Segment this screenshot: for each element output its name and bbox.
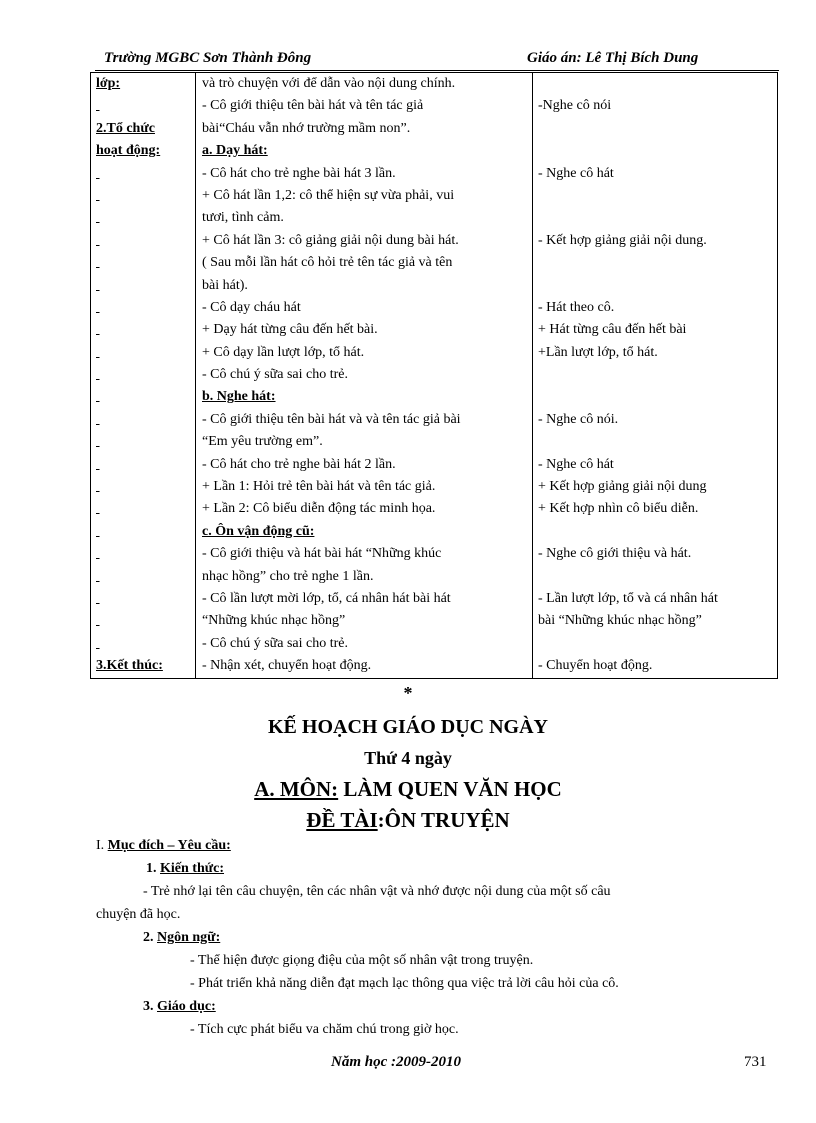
col2-line: - Cô chú ý sữa sai cho trẻ. — [202, 635, 348, 651]
col3-line — [533, 566, 777, 588]
col3-line — [533, 118, 777, 140]
subsection-language — [143, 930, 220, 946]
section-1-heading — [96, 838, 231, 854]
col1-line — [91, 364, 195, 386]
col3-line: - Nghe cô hát — [538, 165, 614, 181]
col1-line — [91, 342, 195, 364]
col2-line: - Cô giới thiệu tên bài hát và tên tác giả — [202, 98, 424, 114]
col2-line: + Lần 2: Cô biểu diễn động tác minh họa. — [202, 501, 436, 517]
col3-line: + Hát từng câu đến hết bài — [538, 322, 687, 338]
col3-line — [533, 633, 777, 655]
knowledge-line-2: chuyện đã học. — [96, 907, 181, 922]
col2-line: + Cô dạy lần lượt lớp, tổ hát. — [202, 344, 365, 360]
col1-line — [91, 633, 195, 655]
col1-line — [91, 498, 195, 520]
subsection-language-number: 2. — [143, 930, 157, 945]
col2-line: b. Nghe hát: — [202, 389, 276, 405]
table-row — [91, 73, 778, 679]
lesson-plan-table — [90, 72, 778, 679]
col3-line — [533, 207, 777, 229]
section-1-title: Mục đích – Yêu cầu: — [107, 838, 231, 853]
col1-line — [91, 521, 195, 543]
language-line-1: - Thể hiện được giọng điệu của một số nhân vật trong truyện. — [190, 953, 534, 968]
topic-line — [0, 808, 816, 833]
column-child-activity — [533, 73, 778, 679]
col1-line: lớp: — [96, 76, 121, 91]
col3-line — [533, 521, 777, 543]
col3-line: - Lần lượt lớp, tổ và cá nhân hát — [538, 590, 718, 606]
separator-star: * — [403, 683, 413, 703]
col1-line — [91, 319, 195, 341]
subsection-education — [143, 999, 216, 1015]
col3-line — [533, 252, 777, 274]
header-school: Trường MGBC Sơn Thành Đông — [104, 50, 312, 66]
col3-line: +Lần lượt lớp, tổ hát. — [538, 344, 658, 360]
col2-line: - Nhận xét, chuyển hoạt động. — [202, 658, 372, 674]
col2-line: - Cô chú ý sữa sai cho trẻ. — [202, 367, 348, 383]
col1-line: 2.Tổ chức — [96, 120, 155, 136]
col1-line — [91, 588, 195, 610]
col1-line: hoạt động: — [96, 143, 161, 159]
col2-line: - Cô hát cho trẻ nghe bài hát 2 lần. — [202, 456, 396, 472]
page-title: KẾ HOẠCH GIÁO DỤC NGÀY — [267, 716, 548, 738]
col1-line — [91, 386, 195, 408]
col2-line: - Cô lần lượt mời lớp, tổ, cá nhân hát bài hát — [202, 590, 451, 606]
col2-line: + Cô hát lần 1,2: cô thể hiện sự vừa phải, vui — [202, 187, 455, 203]
col1-line — [91, 252, 195, 274]
col3-line: + Kết hợp giảng giải nội dung — [538, 479, 707, 495]
col2-line: + Cô hát lần 3: cô giảng giải nội dung bài hát. — [202, 232, 459, 248]
col1-line — [91, 543, 195, 565]
col2-line: và trò chuyện với để dẫn vào nội dung chính. — [202, 76, 456, 91]
page-number: 731 — [744, 1054, 767, 1070]
col1-line — [91, 297, 195, 319]
col3-line: - Nghe cô nói. — [538, 411, 619, 427]
col2-line: - Cô giới thiệu và hát bài hát “Những khúc — [202, 546, 442, 562]
col2-line: bài hát). — [202, 277, 248, 293]
knowledge-line-1: - Trẻ nhớ lại tên câu chuyện, tên các nhân vật và nhớ được nội dung của một số câu — [143, 884, 611, 899]
col1-line: 3.Kết thúc: — [96, 658, 163, 674]
col2-line: “Em yêu trường em”. — [202, 434, 323, 450]
col2-line: tươi, tình cảm. — [202, 210, 284, 226]
col1-line — [91, 409, 195, 431]
col2-line: + Dạy hát từng câu đến hết bài. — [202, 322, 378, 338]
col3-line: - Nghe cô hát — [538, 456, 614, 472]
section-1-prefix: I. — [96, 838, 108, 853]
column-teacher-activity — [196, 73, 533, 679]
subsection-language-title: Ngôn ngữ: — [157, 930, 221, 945]
col1-line — [91, 163, 195, 185]
subject-label: A. MÔN: — [254, 777, 339, 801]
col2-line: c. Ôn vận động cũ: — [202, 523, 315, 539]
col1-line — [91, 566, 195, 588]
col2-line: nhạc hồng” cho trẻ nghe 1 lần. — [202, 568, 374, 584]
col3-line: - Kết hợp giảng giải nội dung. — [538, 232, 707, 248]
col3-line: -Nghe cô nói — [538, 98, 612, 114]
col2-line: “Những khúc nhạc hồng” — [202, 613, 346, 629]
col3-line — [533, 73, 777, 95]
subsection-knowledge-number: 1. — [146, 861, 160, 876]
subsection-education-number: 3. — [143, 999, 157, 1014]
topic-value: :ÔN TRUYỆN — [377, 808, 510, 832]
subsection-education-title: Giáo dục: — [157, 999, 216, 1014]
col2-line: - Cô giới thiệu tên bài hát và và tên tác giả bài — [202, 411, 461, 427]
education-line-1: - Tích cực phát biểu va chăm chú trong giờ học. — [190, 1022, 459, 1037]
col1-line — [91, 454, 195, 476]
header-divider — [95, 70, 779, 71]
subject-line — [0, 777, 816, 802]
col3-line — [533, 140, 777, 162]
col3-line — [533, 364, 777, 386]
col2-line: a. Dạy hát: — [202, 143, 268, 159]
col1-line — [91, 275, 195, 297]
col2-line: - Cô hát cho trẻ nghe bài hát 3 lần. — [202, 165, 396, 181]
subject-value: LÀM QUEN VĂN HỌC — [338, 777, 562, 801]
col3-line: - Nghe cô giới thiệu và hát. — [538, 546, 692, 562]
col2-line: - Cô dạy cháu hát — [202, 299, 301, 315]
col1-line — [91, 230, 195, 252]
subsection-knowledge — [146, 861, 224, 877]
col3-line: - Chuyển hoạt động. — [538, 658, 653, 674]
col3-line — [533, 275, 777, 297]
col1-line — [91, 207, 195, 229]
col2-line: bài“Cháu vẫn nhớ trường mầm non”. — [202, 120, 411, 136]
school-year: Năm học :2009-2010 — [331, 1054, 461, 1070]
col3-line: + Kết hợp nhìn cô biểu diễn. — [538, 501, 699, 517]
col1-line — [91, 610, 195, 632]
col2-line: + Lần 1: Hỏi trẻ tên bài hát và tên tác giả. — [202, 479, 436, 495]
col2-line: ( Sau mỗi lần hát cô hỏi trẻ tên tác giả và tên — [202, 255, 453, 271]
col3-line — [533, 386, 777, 408]
topic-label: ĐỀ TÀI — [306, 808, 378, 832]
col1-line — [91, 185, 195, 207]
col1-line — [91, 95, 195, 117]
col1-line — [91, 476, 195, 498]
day-line: Thứ 4 ngày — [364, 748, 452, 768]
header-teacher: Giáo án: Lê Thị Bích Dung — [527, 50, 699, 66]
col3-line: - Hát theo cô. — [538, 299, 615, 315]
language-line-2: - Phát triển khả năng diễn đạt mạch lạc thông qua việc trả lời câu hỏi của cô. — [190, 976, 619, 991]
col3-line — [533, 431, 777, 453]
subsection-knowledge-title: Kiến thức: — [160, 861, 225, 876]
col3-line: bài “Những khúc nhạc hồng” — [538, 613, 702, 629]
col3-line — [533, 185, 777, 207]
column-section — [91, 73, 196, 679]
col1-line — [91, 431, 195, 453]
